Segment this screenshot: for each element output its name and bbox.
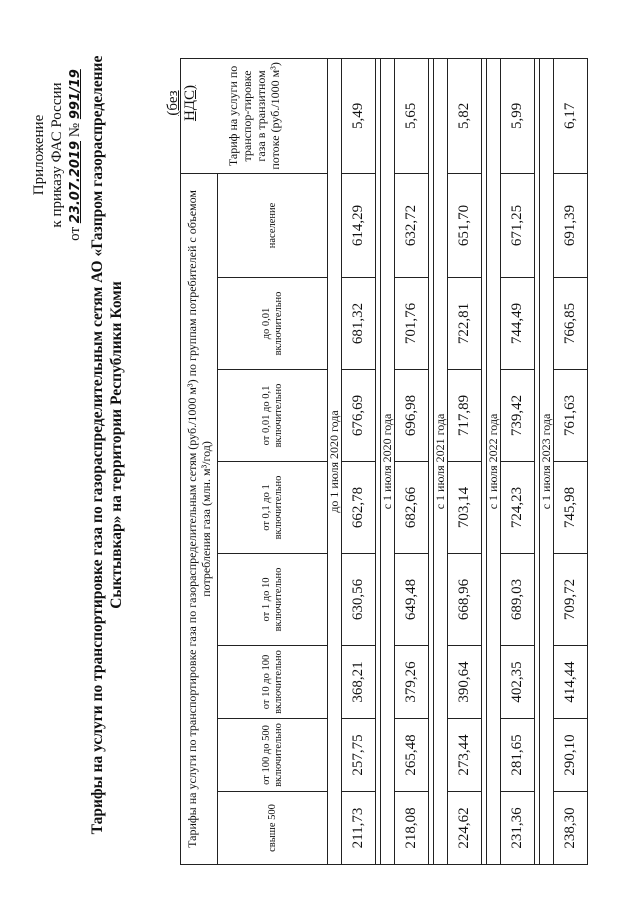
- table-cell: 691,39: [554, 173, 588, 277]
- appendix-order-ref: к приказу ФАС России: [49, 82, 65, 228]
- table-cell: 290,10: [554, 719, 588, 792]
- table-cell: 5,65: [395, 58, 429, 173]
- table-cell: 651,70: [448, 173, 482, 277]
- table-cell: 766,85: [554, 278, 588, 370]
- table-cell: 390,64: [448, 646, 482, 719]
- vat-note: (без НДС): [165, 84, 198, 122]
- table-cell: 632,72: [395, 173, 429, 277]
- handwritten-date: 23.07.2019: [68, 140, 83, 224]
- title-line-2: Сыктывкар» на территории Республики Коми: [108, 281, 125, 609]
- handwritten-number: 991/19: [68, 69, 83, 120]
- table-row: [342, 58, 376, 864]
- table-cell: 761,63: [554, 370, 588, 462]
- table-cell: 722,81: [448, 278, 482, 370]
- table-cell: 668,96: [448, 554, 482, 646]
- period-label: до 1 июля 2020 года: [328, 58, 342, 864]
- column-header: свыше 500: [218, 792, 328, 865]
- table-cell: 630,56: [342, 554, 376, 646]
- appendix-date-line: [66, 45, 85, 265]
- column-header: от 100 до 500 включительно: [218, 719, 328, 792]
- table-row: [448, 58, 482, 864]
- table-cell: 739,42: [501, 370, 535, 462]
- column-header: до 0,01 включительно: [218, 278, 328, 370]
- table-cell: 231,36: [501, 792, 535, 865]
- column-header: от 1 до 10 включительно: [218, 554, 328, 646]
- date-prefix: от: [67, 226, 83, 241]
- table-cell: 696,98: [395, 370, 429, 462]
- table-cell: 681,32: [342, 278, 376, 370]
- table-cell: 689,03: [501, 554, 535, 646]
- period-label: с 1 июля 2020 года: [381, 58, 395, 864]
- table-cell: 5,49: [342, 58, 376, 173]
- period-label: с 1 июля 2022 года: [487, 58, 501, 864]
- table-cell: 379,26: [395, 646, 429, 719]
- table-cell: 265,48: [395, 719, 429, 792]
- table-cell: 745,98: [554, 462, 588, 554]
- table-cell: 211,73: [342, 792, 376, 865]
- table-row: [554, 58, 588, 864]
- table-cell: 6,17: [554, 58, 588, 173]
- table-cell: 671,25: [501, 173, 535, 277]
- table-cell: 724,23: [501, 462, 535, 554]
- table-cell: 744,49: [501, 278, 535, 370]
- table-cell: 703,14: [448, 462, 482, 554]
- table-cell: 218,08: [395, 792, 429, 865]
- table-cell: 257,75: [342, 719, 376, 792]
- group-header: Тарифы на услуги по транспортировке газа по газораспределительным сетям (руб./1000 м³) по группам потребителей с объемом потребления газа (млн. м³/год): [181, 173, 218, 864]
- column-header: от 0,1 до 1 включительно: [218, 462, 328, 554]
- table-cell: 5,82: [448, 58, 482, 173]
- appendix-block: [30, 45, 85, 265]
- document-title: [88, 45, 126, 845]
- table-cell: 5,99: [501, 58, 535, 173]
- table-cell: 402,35: [501, 646, 535, 719]
- title-line-1: Тарифы на услуги по транспортировке газа по газораспределительным сетям АО «Газпром газораспределение: [89, 55, 106, 835]
- table-cell: 273,44: [448, 719, 482, 792]
- column-header: население: [218, 173, 328, 277]
- appendix-label: Приложение: [31, 114, 47, 196]
- table-cell: 676,69: [342, 370, 376, 462]
- table-cell: 368,21: [342, 646, 376, 719]
- table-cell: 701,76: [395, 278, 429, 370]
- table-cell: 614,29: [342, 173, 376, 277]
- column-header: от 0,01 до 0,1 включительно: [218, 370, 328, 462]
- table-cell: 224,62: [448, 792, 482, 865]
- table-row: [395, 58, 429, 864]
- table-cell: 662,78: [342, 462, 376, 554]
- table-cell: 414,44: [554, 646, 588, 719]
- period-label: с 1 июля 2021 года: [434, 58, 448, 864]
- period-label: с 1 июля 2023 года: [540, 58, 554, 864]
- table-cell: 682,66: [395, 462, 429, 554]
- transit-header: Тариф на услуги по транспор-тировке газа в транзитном потоке (руб./1000 м³): [181, 58, 328, 173]
- table-row: [501, 58, 535, 864]
- table-cell: 717,89: [448, 370, 482, 462]
- column-header: от 10 до 100 включительно: [218, 646, 328, 719]
- table-cell: 281,65: [501, 719, 535, 792]
- table-cell: 649,48: [395, 554, 429, 646]
- number-prefix: №: [67, 122, 83, 138]
- tariff-table: [180, 58, 588, 865]
- table-cell: 709,72: [554, 554, 588, 646]
- table-cell: 238,30: [554, 792, 588, 865]
